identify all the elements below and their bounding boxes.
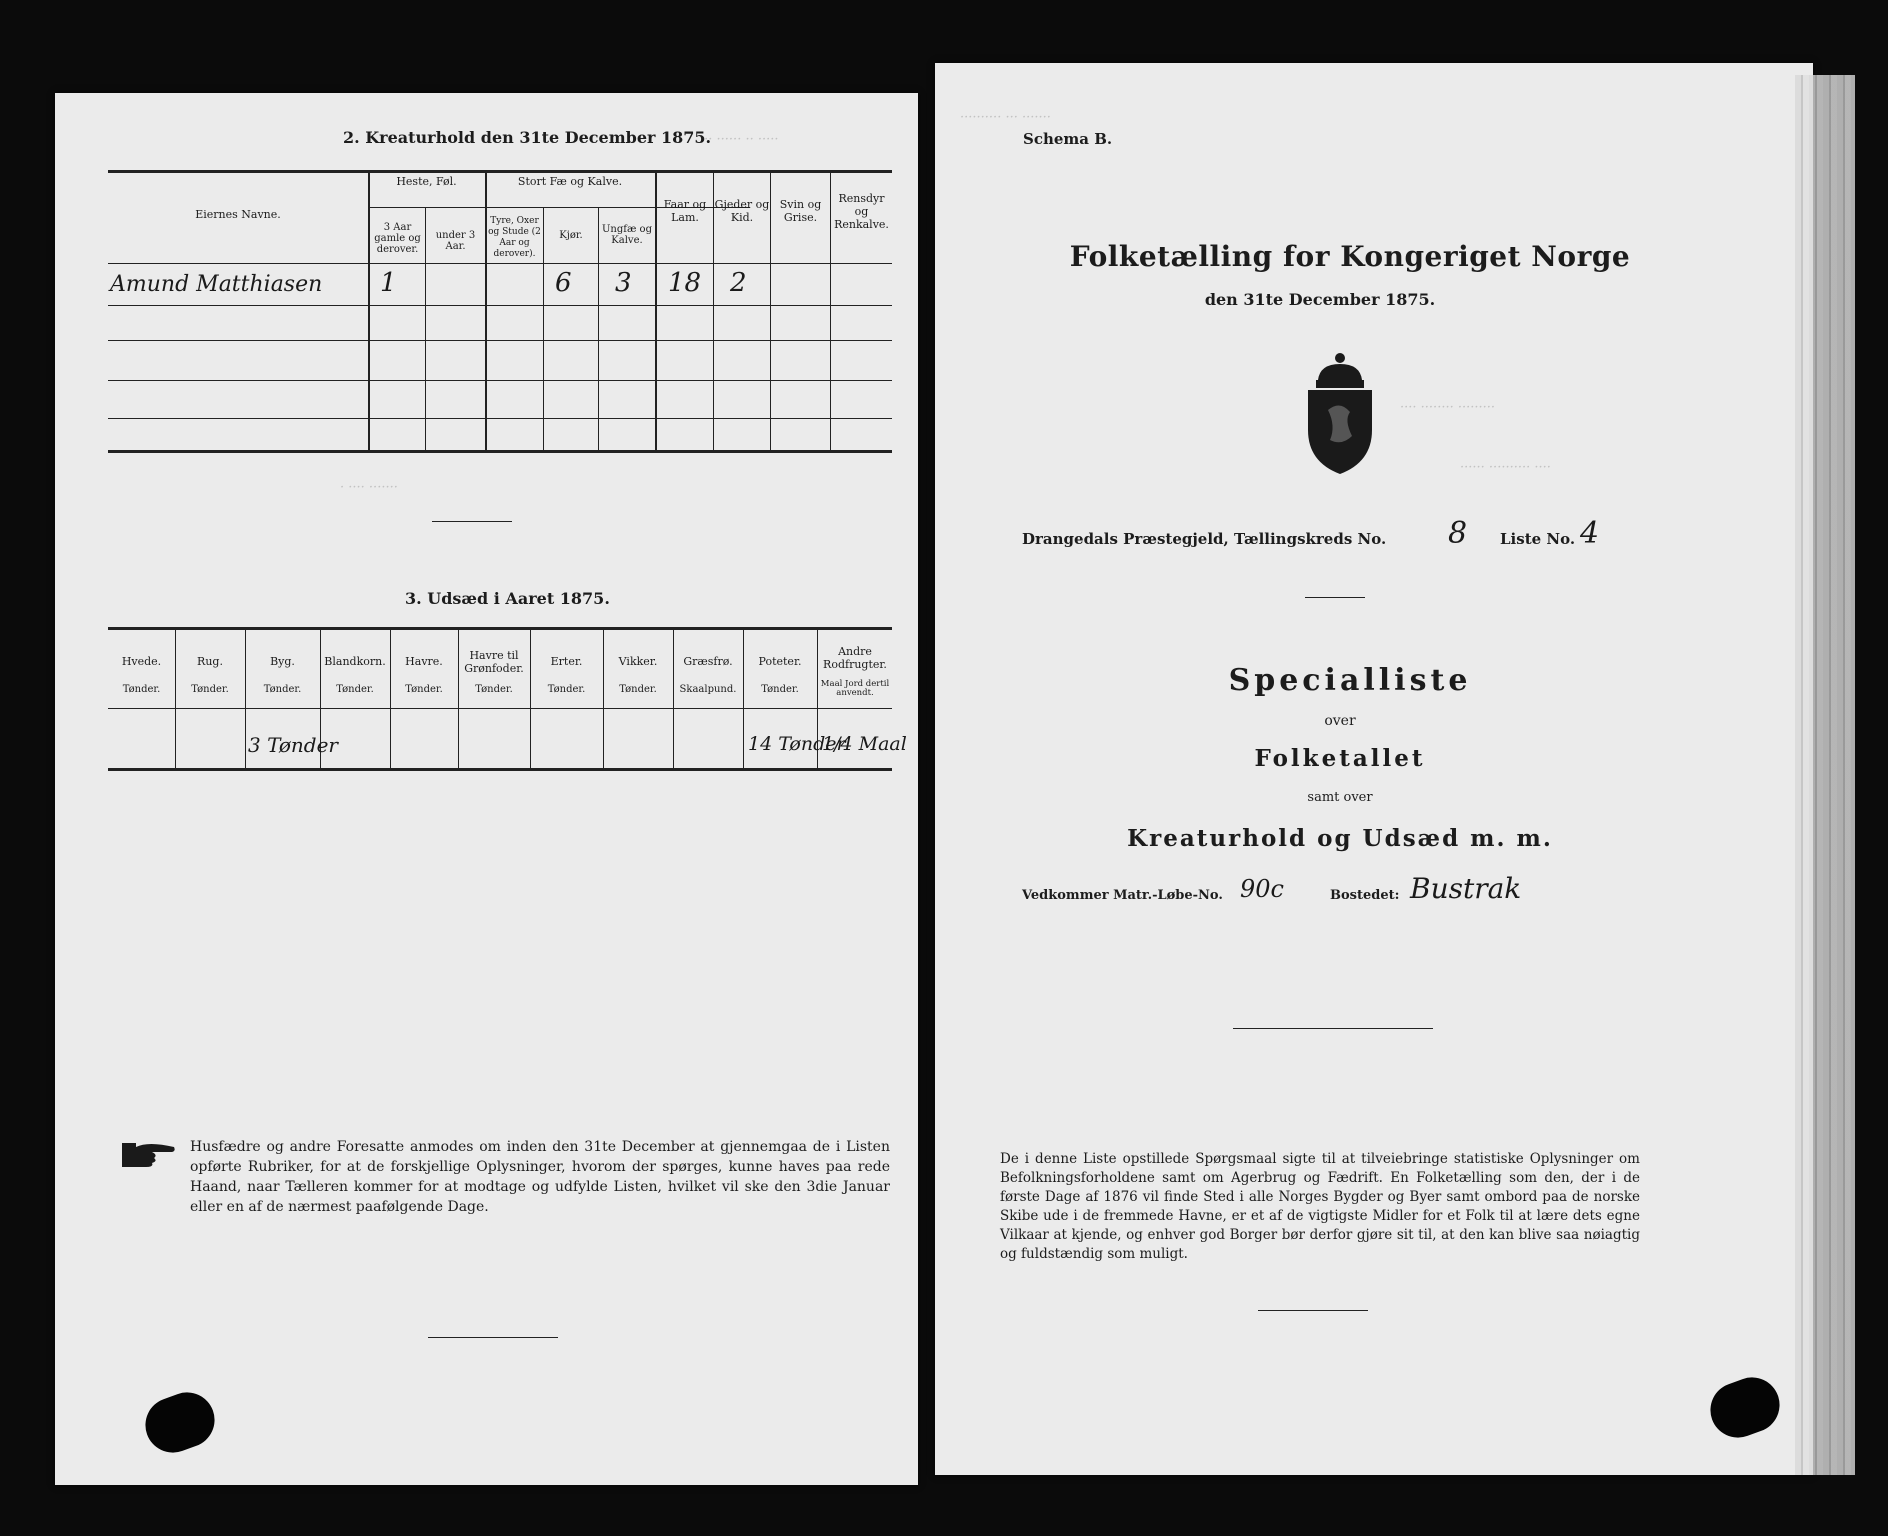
table-rule bbox=[743, 627, 744, 768]
table-rule bbox=[368, 170, 370, 450]
liste-label: Liste No. bbox=[1500, 530, 1576, 548]
table-rule bbox=[108, 768, 892, 771]
table-rule bbox=[530, 627, 531, 768]
col-name: Andre Rodfrugter. bbox=[823, 645, 887, 671]
col-name: Vikker. bbox=[618, 655, 658, 668]
col-unit: Skaalpund. bbox=[679, 684, 737, 695]
bleed-through: ·········· ··· ······· bbox=[960, 110, 1051, 125]
table-rule bbox=[673, 627, 674, 768]
pointing-hand-icon bbox=[118, 1137, 178, 1173]
header-storfe: Stort Fæ og Kalve. bbox=[517, 175, 623, 188]
table-rule bbox=[245, 627, 246, 768]
specialliste-title: Specialliste bbox=[1228, 663, 1472, 698]
table-rule bbox=[108, 340, 892, 341]
coat-of-arms-icon bbox=[1298, 350, 1382, 478]
notice-text: Husfædre og andre Foresatte anmodes om inden den 31te December at gjennemgaa de i Listen opførte Rubriker, for at de forskjellige Oplysninger, hvorom der spørges, kunne haves paa rede Haand, naar Tælleren kommer for at modtage og udfylde Listen, hvilket vil ske den 3die Januar eller en af de nærmest paafølgende Dage. bbox=[190, 1139, 890, 1215]
header-heste: Heste, Føl. bbox=[396, 175, 457, 188]
table-rule bbox=[108, 305, 892, 306]
divider bbox=[432, 521, 512, 522]
divider bbox=[1258, 1310, 1368, 1311]
cell-faar: 18 bbox=[668, 268, 702, 298]
over-text: over bbox=[1324, 713, 1356, 729]
header-svin: Svin og Grise. bbox=[779, 198, 822, 224]
header-heste-a: 3 Aar gamle og derover. bbox=[374, 222, 421, 255]
col-unit: Tønder. bbox=[761, 684, 799, 695]
header-storfe-c: Ungfæ og Kalve. bbox=[602, 224, 652, 246]
folketallet-text: Folketallet bbox=[1254, 745, 1426, 772]
table-rule bbox=[108, 263, 892, 264]
divider bbox=[428, 1337, 558, 1338]
table-rule bbox=[108, 170, 892, 173]
col-name: Blandkorn. bbox=[324, 655, 386, 668]
section2-title: 2. Kreaturhold den 31te December 1875. bbox=[343, 128, 712, 147]
col-unit: Tønder. bbox=[547, 684, 586, 695]
col-name: Erter. bbox=[550, 655, 583, 668]
bleed-through: · ···· ······· bbox=[340, 480, 398, 495]
col-name: Poteter. bbox=[758, 655, 802, 668]
col-unit: Tønder. bbox=[191, 684, 229, 695]
bleed-through: ······ ·········· ···· bbox=[1460, 460, 1551, 475]
col-unit: Tønder. bbox=[475, 684, 513, 695]
col-unit: Tønder. bbox=[336, 684, 374, 695]
district-prefix: Drangedals Præstegjeld, Tællingskreds No. bbox=[1022, 530, 1387, 548]
col-unit: Tønder. bbox=[263, 684, 302, 695]
col-unit: Tønder. bbox=[122, 684, 161, 695]
info-paragraph: De i denne Liste opstillede Spørgsmaal sigte til at tilveiebringe statistiske Oplysninger om Befolkningsforholdene samt om Agerbrug og Fædrift. En Folketælling som den, der i de første Dage af 1876 vil finde Sted i alle Norges Bygder og Byer samt ombord paa de norske Skibe ude i de fremmede Havne, er et af de vigtigste Midler for et Folk til at lære dets egne Vilkaar at kjende, og enhver god Borger bør derfor gjøre sit til, at den kan blive saa nøiagtig og fuldstændig som muligt. bbox=[1000, 1151, 1640, 1262]
table-rule bbox=[108, 380, 892, 381]
cell-ungfae: 3 bbox=[615, 268, 632, 298]
header-rensdyr: Rensdyr og Renkalve. bbox=[834, 192, 889, 231]
table-rule bbox=[108, 627, 892, 630]
table-rule bbox=[108, 450, 892, 453]
liste-no: 4 bbox=[1580, 516, 1600, 551]
bosted-label: Bostedet: bbox=[1330, 888, 1400, 903]
col-name: Rug. bbox=[197, 655, 223, 668]
cell-gjeder: 2 bbox=[730, 268, 747, 298]
col-name: Havre. bbox=[405, 655, 443, 668]
col-name: Byg. bbox=[270, 655, 295, 668]
bosted-value: Bustrak bbox=[1410, 872, 1522, 905]
section3-title: 3. Udsæd i Aaret 1875. bbox=[405, 589, 610, 608]
table-rule bbox=[543, 207, 544, 450]
table-rule bbox=[175, 627, 176, 768]
table-rule bbox=[108, 708, 892, 709]
col-name: Hvede. bbox=[121, 655, 162, 668]
cell-byg: 3 Tønder bbox=[248, 733, 338, 757]
header-owner: Eiernes Navne. bbox=[195, 208, 281, 221]
divider bbox=[1305, 597, 1365, 598]
main-title: Folketælling for Kongeriget Norge bbox=[1069, 240, 1631, 273]
header-faar: Faar og Lam. bbox=[663, 198, 707, 224]
header-gjeder: Gjeder og Kid. bbox=[714, 198, 770, 224]
bleed-through: ···· ········ ········· bbox=[1400, 400, 1496, 415]
col-name: Havre til Grønfoder. bbox=[464, 649, 524, 675]
cell-andre: 1/4 Maal bbox=[822, 733, 907, 755]
table-rule bbox=[603, 627, 604, 768]
matr-no: 90c bbox=[1240, 875, 1284, 903]
header-heste-b: under 3 Aar. bbox=[435, 230, 476, 252]
table-rule bbox=[390, 627, 391, 768]
divider bbox=[1233, 1028, 1433, 1029]
cell-poteter: 14 Tønder bbox=[748, 733, 846, 755]
owner-name: Amund Matthiasen bbox=[110, 272, 323, 297]
kreds-no: 8 bbox=[1448, 516, 1468, 551]
page-edges bbox=[1795, 75, 1855, 1475]
cell-kjor: 6 bbox=[555, 268, 572, 298]
samt-over-text: samt over bbox=[1307, 790, 1373, 805]
matr-label: Vedkommer Matr.-Løbe-No. bbox=[1022, 888, 1223, 903]
header-storfe-b: Kjør. bbox=[559, 230, 583, 241]
header-storfe-a: Tyre, Oxer og Stude (2 Aar og derover). bbox=[488, 216, 541, 259]
bleed-through: ··· ······ ·· ····· bbox=[700, 132, 779, 147]
table-rule bbox=[108, 418, 892, 419]
col-name: Græsfrø. bbox=[683, 655, 733, 668]
cell-heste-a: 1 bbox=[380, 268, 397, 298]
col-unit: Tønder. bbox=[619, 684, 657, 695]
schema-label: Schema B. bbox=[1023, 130, 1113, 148]
table-rule bbox=[485, 170, 487, 450]
col-unit: Tønder. bbox=[405, 684, 443, 695]
kreaturhold-text: Kreaturhold og Udsæd m. m. bbox=[1127, 825, 1553, 852]
title-date: den 31te December 1875. bbox=[1204, 290, 1436, 309]
col-unit: Maal Jord dertil anvendt. bbox=[820, 679, 890, 698]
